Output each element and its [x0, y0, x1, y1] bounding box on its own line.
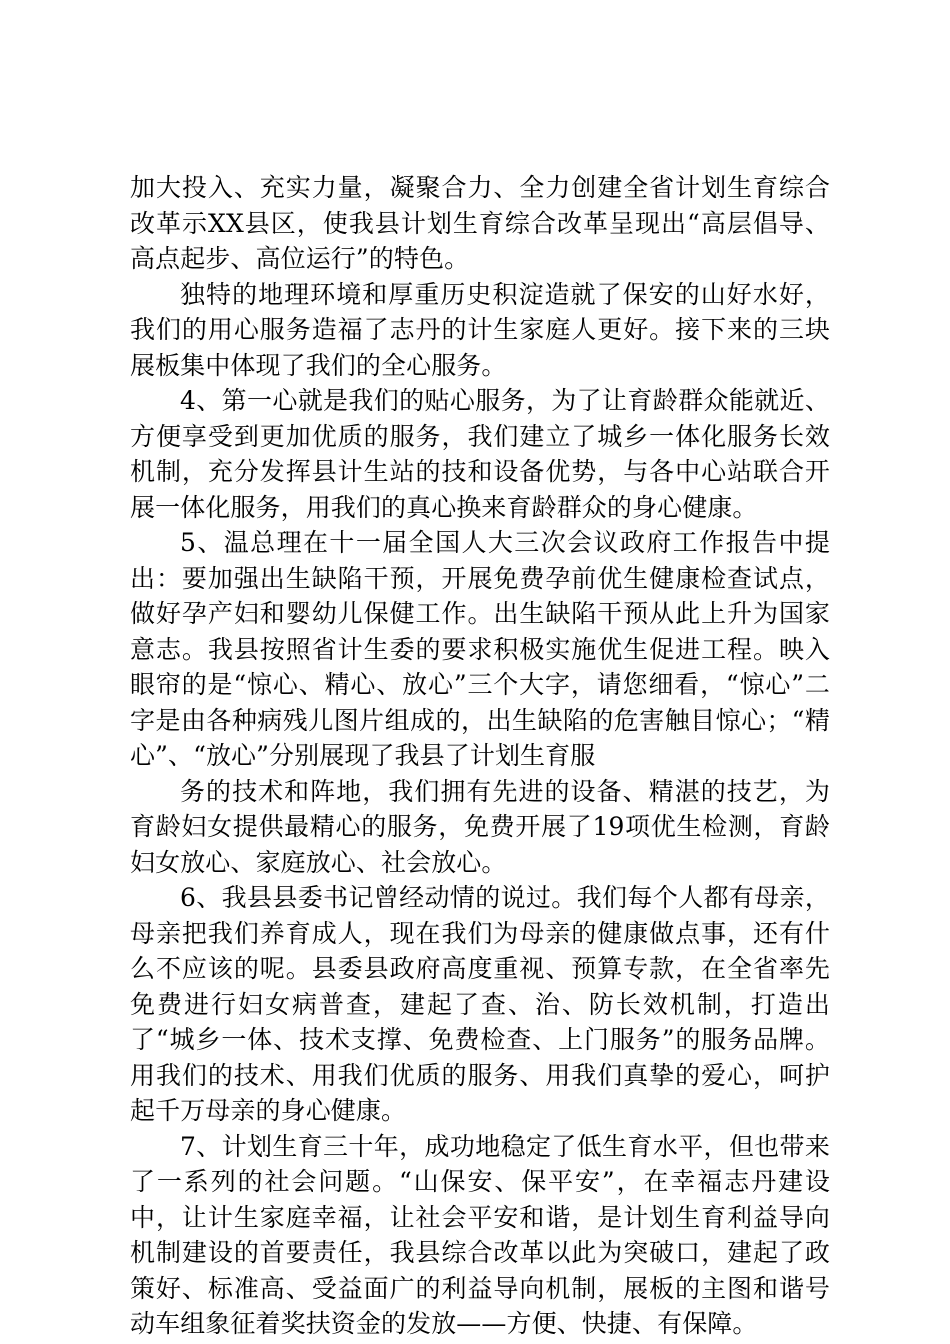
paragraph-6: 6、我县县委书记曾经动情的说过。我们每个人都有母亲，母亲把我们养育成人，现在我们为母亲的健康做点事，还有什么不应该的呢。县委县政府高度重视、预算专款，在全省率先免费进行妇女病普查，建起了查、治、防长效机制，打造出了“城乡一体、技术支撑、免费检查、上门服务”的服务品牌。用我们的技术、用我们优质的服务、用我们真挚的爱心，呵护起千万母亲的身心健康。 — [130, 883, 830, 1125]
paragraph-3: 4、第一心就是我们的贴心服务，为了让育龄群众能就近、方便享受到更加优质的服务，我们建立了城乡一体化服务长效机制，充分发挥县计生站的技和设备优势，与各中心站联合开展一体化服务，用我们的真心换来育龄群众的身心健康。 — [130, 386, 830, 522]
document-body — [130, 170, 830, 1342]
paragraph-5: 务的技术和阵地，我们拥有先进的设备、精湛的技艺，为育龄妇女提供最精心的服务，免费开展了19项优生检测，育龄妇女放心、家庭放心、社会放心。 — [130, 776, 830, 877]
paragraph-7: 7、计划生育三十年，成功地稳定了低生育水平，但也带来了一系列的社会问题。“山保安、保平安”，在幸福志丹建设中，让计生家庭幸福，让社会平安和谐，是计划生育利益导向机制建设的首要责任，我县综合改革以此为突破口，建起了政策好、标准高、受益面广的利益导向机制，展板的主图和谐号动车组象征着奖扶资金的发放——方便、快捷、有保障。 — [130, 1131, 830, 1338]
paragraph-4: 5、温总理在十一届全国人大三次会议政府工作报告中提出：要加强出生缺陷干预，开展免费孕前优生健康检查试点，做好孕产妇和婴幼儿保健工作。出生缺陷干预从此上升为国家意志。我县按照省计生委的要求积极实施优生促进工程。映入眼帘的是“惊心、精心、放心”三个大字，请您细看，“惊心”二字是由各种病残儿图片组成的，出生缺陷的危害触目惊心；“精心”、“放心”分别展现了我县了计划生育服 — [130, 528, 830, 770]
paragraph-2: 独特的地理环境和厚重历史积淀造就了保安的山好水好，我们的用心服务造福了志丹的计生家庭人更好。接下来的三块展板集中体现了我们的全心服务。 — [130, 279, 830, 380]
paragraph-1: 加大投入、充实力量，凝聚合力、全力创建全省计划生育综合改革示XX县区，使我县计划生育综合改革呈现出“高层倡导、高点起步、高位运行”的特色。 — [130, 173, 830, 273]
